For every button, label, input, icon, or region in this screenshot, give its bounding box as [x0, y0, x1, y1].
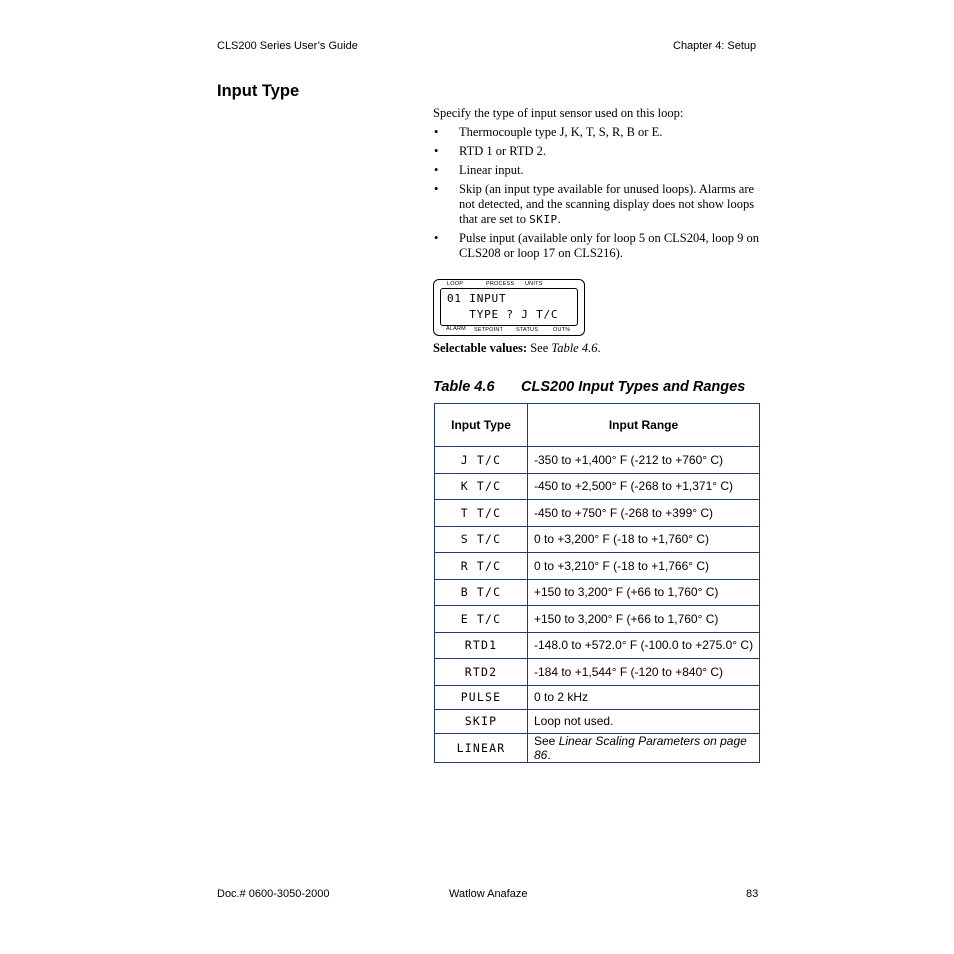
bullet-icon: •	[434, 125, 439, 139]
lcd-line-2: TYPE ? J T/C	[447, 308, 559, 321]
table-row: RTD2 -184 to +1,544° F (-120 to +840° C)	[435, 659, 760, 686]
table-row: J T/C -350 to +1,400° F (-212 to +760° C)	[435, 447, 760, 474]
table-row: T T/C -450 to +750° F (-268 to +399° C)	[435, 500, 760, 527]
lcd-screen	[440, 288, 578, 326]
lcd-label-process: PROCESS	[486, 281, 515, 287]
running-header-left: CLS200 Series User’s Guide	[217, 40, 358, 52]
bullet-icon: •	[434, 231, 439, 245]
bullet-icon: •	[434, 144, 439, 158]
table-caption-number: Table 4.6	[433, 379, 495, 395]
table-row: E T/C +150 to 3,200° F (+66 to 1,760° C)	[435, 606, 760, 633]
table-row: SKIP Loop not used.	[435, 709, 760, 733]
lcd-display	[433, 279, 585, 336]
list-item: • Thermocouple type J, K, T, S, R, B or E.	[434, 125, 663, 139]
bullet-icon: •	[434, 182, 439, 196]
footer-company: Watlow Anafaze	[449, 888, 528, 900]
running-header-right: Chapter 4: Setup	[673, 40, 757, 52]
section-title: Input Type	[217, 82, 300, 100]
table-row: RTD1 -148.0 to +572.0° F (-100.0 to +275.0° C)	[435, 632, 760, 659]
intro-paragraph: Specify the type of input sensor used on this loop:	[433, 106, 684, 120]
header-input-type: Input Type	[435, 404, 528, 447]
lcd-label-out: OUT%	[553, 327, 571, 333]
table-row: LINEAR See Linear Scaling Parameters on page 86.	[435, 733, 760, 762]
list-item: • RTD 1 or RTD 2.	[434, 144, 547, 158]
input-type-list	[433, 125, 763, 261]
table-caption-title: CLS200 Input Types and Ranges	[521, 379, 746, 395]
list-item: • Skip (an input type available for unused loops). Alarms are not detected, and the scanning display does not show loops that are set to SKIP.	[434, 182, 755, 226]
list-item: • Linear input.	[434, 163, 524, 177]
header-input-range: Input Range	[528, 404, 760, 447]
lcd-label-alarm: ALARM	[446, 326, 466, 332]
bullet-icon: •	[434, 163, 439, 177]
list-item: • Pulse input (available only for loop 5 on CLS204, loop 9 on CLS208 or loop 17 on CLS216).	[434, 231, 759, 260]
table-row: PULSE 0 to 2 kHz	[435, 685, 760, 709]
table-row: S T/C 0 to +3,200° F (-18 to +1,760° C)	[435, 526, 760, 553]
table-row: R T/C 0 to +3,210° F (-18 to +1,766° C)	[435, 553, 760, 580]
table-row: K T/C -450 to +2,500° F (-268 to +1,371° C)	[435, 473, 760, 500]
selectable-values: Selectable values: See Table 4.6.	[433, 341, 601, 355]
cross-reference-link: Linear Scaling Parameters on page 86	[534, 733, 747, 762]
lcd-label-loop: LOOP	[447, 281, 464, 287]
table-row: B T/C +150 to 3,200° F (+66 to 1,760° C)	[435, 579, 760, 606]
page-number: 83	[746, 888, 759, 900]
lcd-label-units: UNITS	[525, 281, 543, 287]
skip-code: SKIP	[529, 213, 558, 226]
table-header-row	[435, 404, 760, 447]
lcd-label-status: STATUS	[516, 327, 539, 333]
body-text	[433, 106, 763, 265]
footer-doc-number: Doc.# 0600-3050-2000	[217, 888, 330, 900]
input-types-table	[434, 403, 760, 763]
lcd-label-setpoint: SETPOINT	[474, 327, 504, 333]
lcd-line-1: 01 INPUT	[447, 292, 507, 305]
